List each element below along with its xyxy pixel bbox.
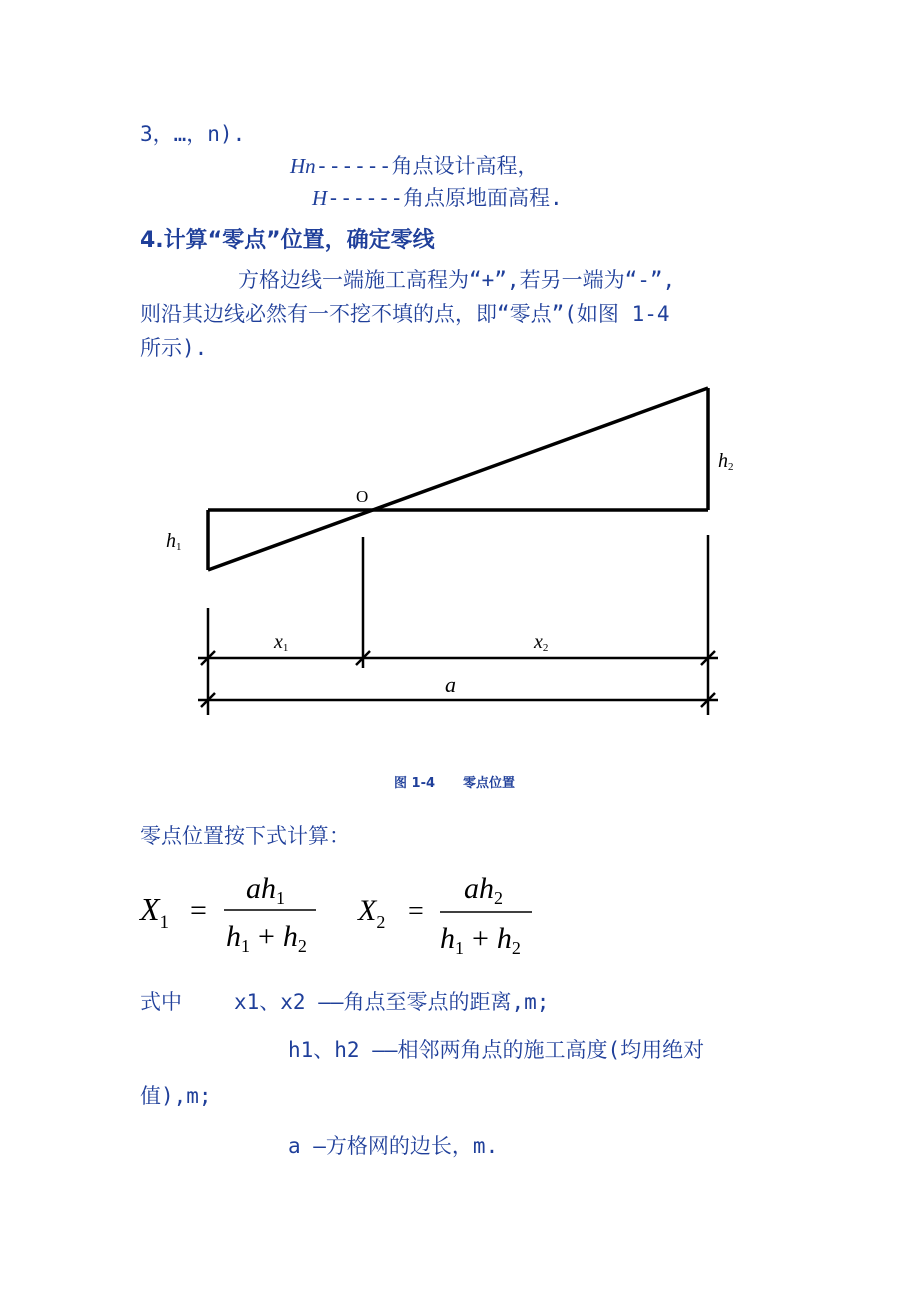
dimension-lines — [198, 535, 718, 715]
definition-h — [312, 182, 563, 212]
formula1-equals: = — [190, 894, 207, 927]
slope-line — [208, 388, 708, 570]
definition-x: x1、x2 ——角点至零点的距离,m; — [234, 990, 550, 1014]
paragraph-line-2 — [140, 298, 670, 328]
formula1-numerator: $ah_1$ — [246, 872, 285, 908]
variable-h: H — [312, 186, 328, 210]
paragraph-line-2-text: 则沿其边线必然有一不挖不填的点，即“零点”(如图 1-4 — [140, 302, 670, 326]
definition-hn — [290, 150, 539, 180]
label-h2: h2 — [718, 450, 734, 473]
formula-block — [136, 868, 596, 958]
paragraph-line-1: 方格边线一端施工高程为“+”,若另一端为“-”, — [238, 268, 676, 292]
figure-title: 零点位置 — [463, 776, 516, 791]
label-h1: h1 — [166, 530, 182, 553]
paragraph-line-3: 所示). — [140, 336, 208, 360]
definition-label: 式中 — [140, 990, 182, 1014]
formula1-denominator: $h_1 + h_2$ — [226, 920, 307, 956]
section-heading: 4.计算“零点”位置，确定零线 — [140, 228, 435, 253]
formula2-lhs: $X_2$ — [358, 894, 386, 932]
formula2-denominator: $h_1 + h_2$ — [440, 922, 521, 958]
label-x1: x1 — [274, 631, 289, 654]
definition-h-text: ------角点原地面高程. — [327, 186, 563, 210]
definition-row-2-continued: 值),m; — [140, 1084, 212, 1108]
label-x2: x2 — [534, 631, 549, 654]
definition-row-3: a —方格网的边长，m. — [288, 1134, 499, 1158]
diagram-shape — [208, 388, 708, 570]
zero-point-diagram — [0, 380, 920, 720]
label-a: a — [445, 672, 456, 697]
definition-row-1 — [140, 986, 549, 1016]
variable-hn: Hn — [290, 154, 316, 178]
text-line-continuation: 3，…，n). — [140, 122, 246, 146]
figure-caption — [394, 772, 515, 791]
definition-hn-text: ------角点设计高程， — [315, 154, 539, 178]
formula2-equals: = — [408, 896, 424, 927]
formula1-lhs: $X_1$ — [140, 891, 170, 933]
definition-row-2: h1、h2 ——相邻两角点的施工高度(均用绝对 — [288, 1038, 705, 1062]
label-o: O — [356, 487, 369, 506]
formula2-numerator: $ah_2$ — [464, 872, 503, 908]
formula-intro: 零点位置按下式计算： — [140, 824, 350, 848]
figure-number: 图 1-4 — [394, 776, 436, 791]
